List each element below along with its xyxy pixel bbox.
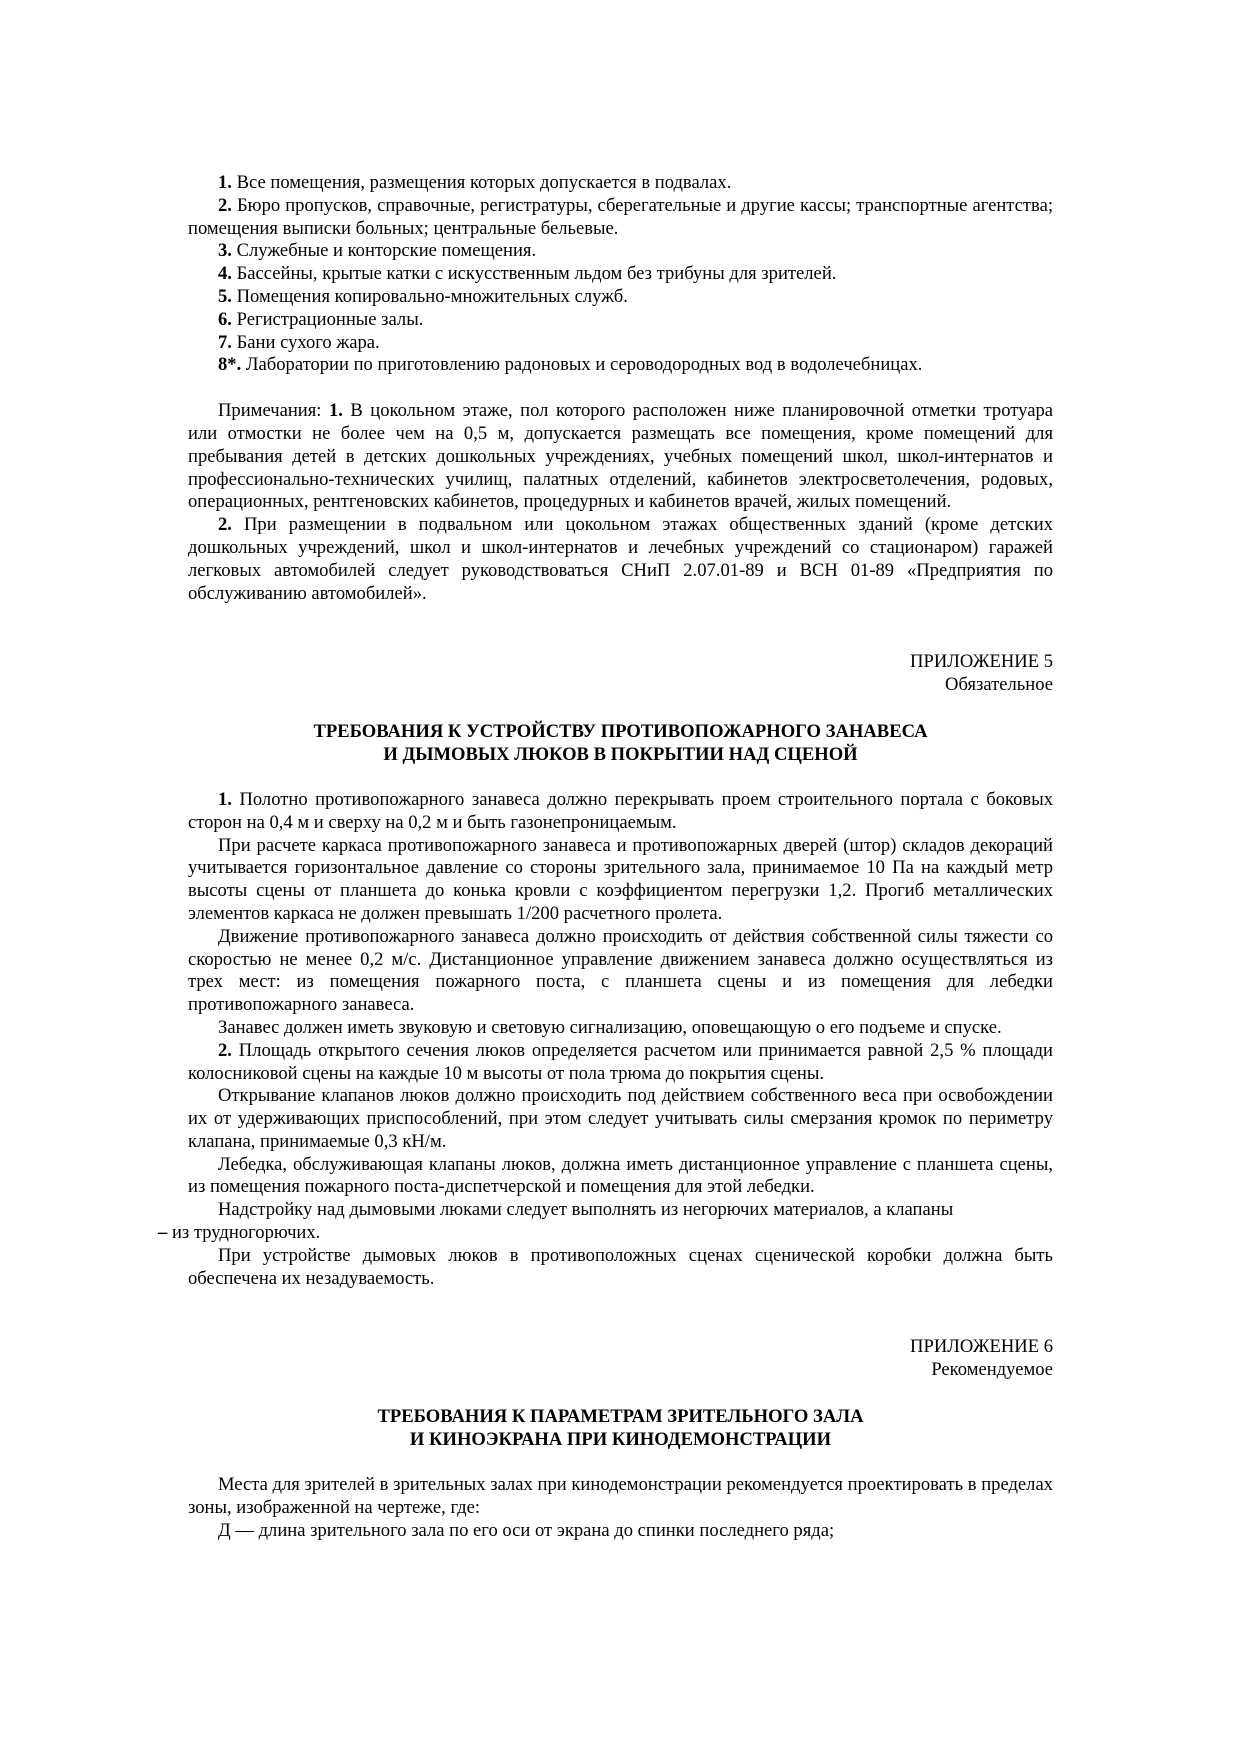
list-item: 4. Бассейны, крытые катки с искусственным льдом без трибуны для зрителей.: [218, 263, 837, 285]
appendix-6-status: Рекомендуемое: [931, 1359, 1053, 1381]
notes-section: [188, 400, 1053, 605]
appendix-5-title-line-1: ТРЕБОВАНИЯ К УСТРОЙСТВУ ПРОТИВОПОЖАРНОГО ЗАНАВЕСА: [313, 720, 928, 742]
appendix-6-label: ПРИЛОЖЕНИЕ 6: [910, 1336, 1053, 1358]
list-item: 1. Все помещения, размещения которых допускается в подвалах.: [218, 172, 732, 193]
note-1: Примечания: 1. В цокольном этаже, пол которого расположен ниже планировочной отметки тротуара или отмостки не более чем на 0,5 м, допускается размещать все помещения, кроме помещений для пребывания детей в детских дошкольных учреждениях, учебных помещений школ, школ-интернатов и профессионально-технических училищ, палатных отделений, кабинетов электросветолечения, родовых, операционных, рентгеновских кабинетов, процедурных и кабинетов врачей, жилых помещений.: [188, 400, 1053, 513]
appendix-5-paragraph: Лебедка, обслуживающая клапаны люков, должна иметь дистанционное управление с планшета сцены, из помещения пожарного поста-диспетчерской и помещения для этой лебедки.: [188, 1153, 1053, 1198]
appendix-5-paragraph: При устройстве дымовых люков в противоположных сценах сценической коробки должна быть обеспечена их незадуваемость.: [188, 1244, 1053, 1289]
appendix-6-title-line-1: ТРЕБОВАНИЯ К ПАРАМЕТРАМ ЗРИТЕЛЬНОГО ЗАЛА: [377, 1406, 864, 1428]
list-item: 2. Бюро пропусков, справочные, регистратуры, сберегательные и другие кассы; транспортные агентства; помещения выписки больных; центральные бельевые.: [188, 194, 1053, 239]
appendix-5-paragraph: Движение противопожарного занавеса должно происходить от действия собственной силы тяжести со скоростью не менее 0,2 м/с. Дистанционное управление движением занавеса должно осуществляться из трех мест: из помещения пожарного поста, с планшета сцены и из помещения для лебедки противопожарного занавеса.: [188, 925, 1053, 1016]
appendix-5-paragraph: 2. Площадь открытого сечения люков определяется расчетом или принимается равной 2,5 % площади колосниковой сцены на каждые 10 м высоты от пола трюма до покрытия сцены.: [188, 1039, 1053, 1084]
appendix-5-paragraph: 1. Полотно противопожарного занавеса должно перекрывать проем строительного портала с боковых сторон на 0,4 м и сверху на 0,2 м и быть газонепроницаемым.: [188, 788, 1053, 833]
appendix-5-title-line-2: И ДЫМОВЫХ ЛЮКОВ В ПОКРЫТИИ НАД СЦЕНОЙ: [383, 743, 858, 765]
list-item: 3. Служебные и конторские помещения.: [218, 240, 537, 262]
appendix-6-paragraph: Места для зрителей в зрительных залах при кинодемонстрации рекомендуется проектировать в пределах зоны, изображенной на чертеже, где:: [188, 1474, 1053, 1518]
appendix-6: [188, 1336, 1053, 1542]
appendix-5-label: ПРИЛОЖЕНИЕ 5: [910, 651, 1053, 673]
appendix-5-paragraph: Занавес должен иметь звуковую и световую сигнализацию, оповещающую о его подъеме и спуске.: [218, 1016, 1002, 1038]
list-item: 5. Помещения копировально-множительных служб.: [218, 285, 628, 307]
list-item: 7. Бани сухого жара.: [218, 331, 380, 353]
appendix-5-status: Обязательное: [945, 674, 1053, 696]
appendix-5-paragraph: Открывание клапанов люков должно происходить под действием собственного веса при освобождении их от удерживающих приспособлений, при этом следует учитывать силы смерзания кромок по периметру клапана, принимаемые 0,3 кН/м.: [188, 1085, 1053, 1152]
appendix-5: [158, 651, 1053, 1290]
note-2: 2. При размещении в подвальном или цокольном этажах общественных зданий (кроме детских дошкольных учреждений, школ и школ-интернатов и лечебных учреждений со стационаром) гаражей легковых автомобилей следует руководствоваться СНиП 2.07.01-89 и ВСН 01-89 «Предприятия по обслуживанию автомобилей».: [188, 514, 1053, 604]
appendix-6-title-line-2: И КИНОЭКРАНА ПРИ КИНОДЕМОНСТРАЦИИ: [409, 1429, 832, 1451]
list-item: 8*. Лаборатории по приготовлению радоновых и сероводородных вод в водолечебницах.: [218, 354, 923, 376]
appendix-5-paragraph: При расчете каркаса противопожарного занавеса и противопожарных дверей (штор) складов декораций учитывается горизонтальное давление со стороны зрительного зала, принимаемое 10 Па на каждый метр высоты сцены от планшета до конька кровли с коэффициентом перегрузки 1,2. Прогиб металлических элементов каркаса не должен превышать 1/200 расчетного пролета.: [188, 834, 1053, 924]
appendix-6-paragraph: Д — длина зрительного зала по его оси от экрана до спинки последнего ряда;: [218, 1519, 835, 1541]
room-list: [188, 172, 1053, 377]
appendix-5-paragraph: Надстройку над дымовыми люками следует выполнять из негорючих материалов, а клапаны – из трудногорючих.: [158, 1199, 954, 1244]
list-item: 6. Регистрационные залы.: [218, 308, 424, 330]
